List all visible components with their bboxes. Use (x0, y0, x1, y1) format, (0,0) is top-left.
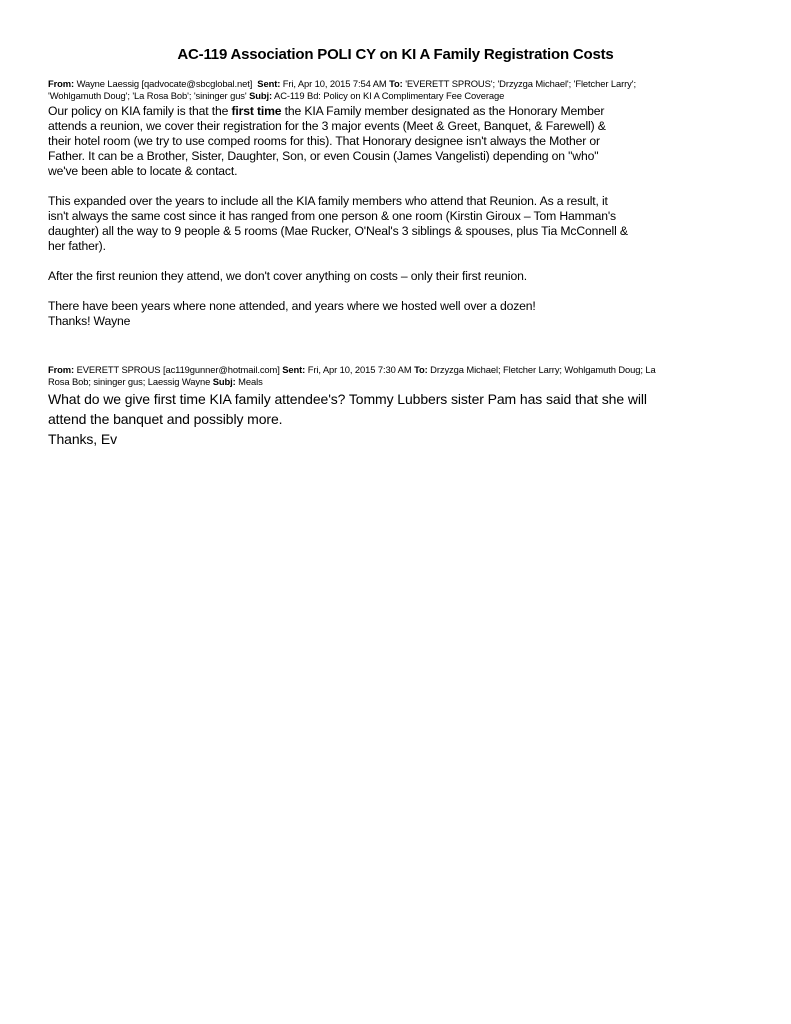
p1-line-3: their hotel room (we try to use comped rooms for this). That Honorary designee isn't always the Mother or (48, 134, 600, 148)
from-label: From: (48, 78, 75, 89)
to-value-line1: Drzyzga Michael; Fletcher Larry; Wohlgamuth Doug; La (430, 364, 656, 375)
from-value: EVERETT SPROUS [ac119gunner@hotmail.com] (76, 364, 280, 375)
p2-line-2: isn't always the same cost since it has ranged from one person & one room (Kirstin Giroux – Tom Hamman's (48, 209, 616, 223)
document-title: AC-119 Association POLI CY on KI A Family Registration Costs (177, 46, 614, 63)
p2-line-1: This expanded over the years to include all the KIA family members who attend that Reunion. As a result, it (48, 194, 608, 208)
p1-line-2: attends a reunion, we cover their registration for the 3 major events (Meet & Greet, Banquet, & Farewell) & (48, 119, 606, 133)
to-label: To: (414, 364, 428, 375)
body-paragraph-3: After the first reunion they attend, we don't cover anything on costs – only their first reunion. (48, 269, 527, 283)
sent-label: Sent: (257, 78, 281, 89)
signature-wayne: Thanks! Wayne (48, 314, 131, 328)
body-paragraph-1 (48, 104, 748, 119)
p1-line-4: Father. It can be a Brother, Sister, Daughter, Son, or even Cousin (James Vangelisti) depending on "who" (48, 149, 599, 163)
header-line-2 (48, 376, 748, 388)
p1-bold-text: first time (231, 104, 282, 118)
to-label: To: (389, 78, 403, 89)
signature-everett: Thanks, Ev (48, 431, 118, 447)
body-line-1: What do we give first time KIA family attendee's? Tommy Lubbers sister Pam has said that she will (48, 391, 647, 407)
email-body-everett (48, 389, 748, 449)
subject-value: Meals (238, 376, 263, 387)
p1-text-a: Our policy on KIA family is that the (48, 104, 232, 118)
email-header-wayne (48, 78, 748, 102)
body-paragraph-4: There have been years where none attended, and years where we hosted well over a dozen! (48, 299, 536, 313)
p1-line-5: we've been able to locate & contact. (48, 164, 238, 178)
sent-label: Sent: (282, 364, 306, 375)
from-label: From: (48, 364, 75, 375)
email-header-everett (48, 364, 748, 388)
subject-value: AC-119 Bd: Policy on KI A Complimentary Fee Coverage (274, 90, 505, 101)
to-value-line2: Rosa Bob; sininger gus; Laessig Wayne (48, 376, 211, 387)
to-value-line2: 'Wohlgamuth Doug'; 'La Rosa Bob'; 'sininger gus' (48, 90, 247, 101)
p1-text-b: the KIA Family member designated as the Honorary Member (281, 104, 605, 118)
to-value-line1: 'EVERETT SPROUS'; 'Drzyzga Michael'; 'Fletcher Larry'; (405, 78, 636, 89)
sent-value: Fri, Apr 10, 2015 7:54 AM (282, 78, 387, 89)
subject-label: Subj: (249, 90, 273, 101)
header-line-2 (48, 90, 748, 102)
subject-label: Subj: (212, 376, 236, 387)
p2-line-3: daughter) all the way to 9 people & 5 rooms (Mae Rucker, O'Neal's 3 siblings & spouses, plus Tia McConnell & (48, 224, 628, 238)
body-line-2: attend the banquet and possibly more. (48, 411, 283, 427)
email-body-wayne (48, 104, 748, 329)
from-value: Wayne Laessig [qadvocate@sbcglobal.net] (76, 78, 253, 89)
sent-value: Fri, Apr 10, 2015 7:30 AM (307, 364, 412, 375)
header-line-1 (48, 78, 748, 90)
header-line-1 (48, 364, 748, 376)
p2-line-4: her father). (48, 239, 106, 253)
